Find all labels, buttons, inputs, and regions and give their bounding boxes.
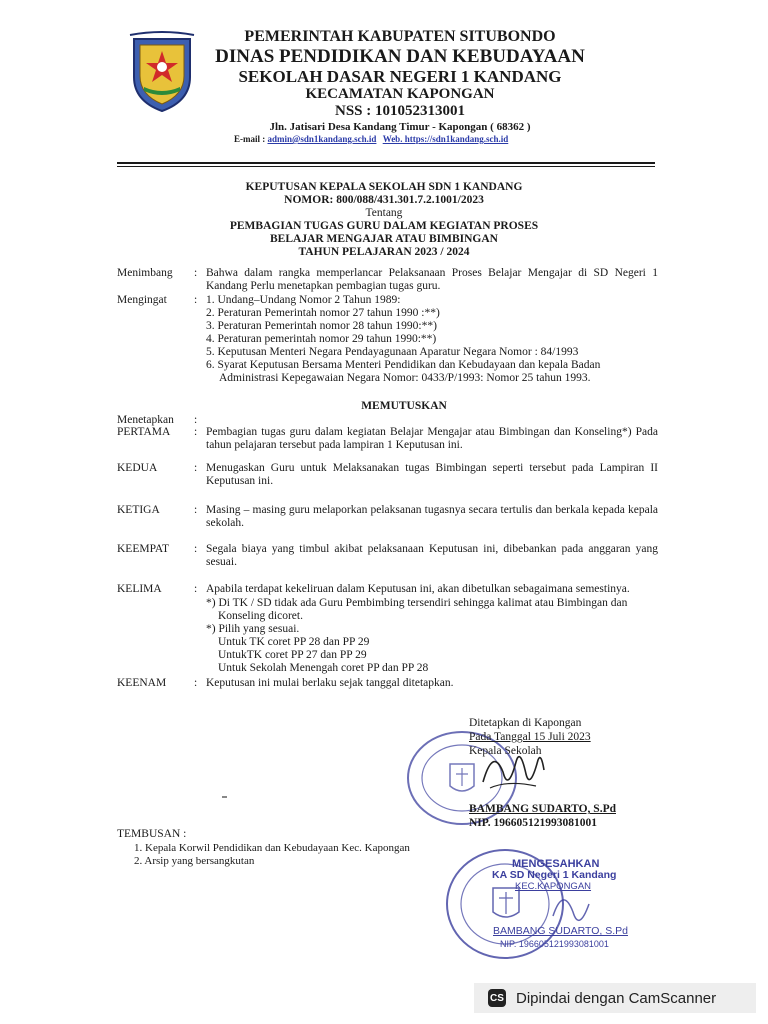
keempat-text: Segala biaya yang timbul akibat pelaksanaan Keputusan ini, dibebankan pada anggaran yang sesuai.	[206, 543, 658, 568]
tembusan-item: 2. Arsip yang bersangkutan	[134, 855, 255, 867]
kelima-line: *) Di TK / SD tidak ada Guru Pembimbing tersendiri sehingga kalimat atau Bimbingan dan	[206, 597, 628, 609]
signature-role: Kepala Sekolah	[469, 745, 542, 757]
memutuskan-heading: MEMUTUSKAN	[361, 400, 447, 412]
mengingat-item: 4. Peraturan pemerintah nomor 29 tahun 1990:**)	[206, 333, 437, 345]
web-link[interactable]: Web. https://sdn1kandang.sch.id	[382, 134, 509, 144]
header-contact	[234, 134, 508, 144]
menimbang-text: Bahwa dalam rangka memperlancar Pelaksanaan Proses Belajar Mengajar di SD Negeri 1 Kandang Perlu menetapkan pembagian tugas guru.	[206, 267, 658, 292]
kelima-line: Apabila terdapat kekeliruan dalam Keputusan ini, akan dibetulkan sebagaimana semestinya.	[206, 583, 630, 595]
camscanner-icon: CS	[488, 989, 506, 1007]
header-school: SEKOLAH DASAR NEGERI 1 KANDANG	[238, 67, 562, 86]
email-link[interactable]: admin@sdn1kandang.sch.id	[267, 134, 377, 144]
kelima-line: *) Pilih yang sesuai.	[206, 623, 300, 635]
header-department: DINAS PENDIDIKAN DAN KEBUDAYAAN	[215, 46, 585, 67]
mengingat-item: 3. Peraturan Pemerintah nomor 28 tahun 1990:**)	[206, 320, 437, 332]
signature-date: Pada Tanggal 15 Juli 2023	[469, 731, 591, 743]
kelima-label: KELIMA	[117, 583, 162, 595]
colon: :	[194, 294, 198, 306]
validation-school: KA SD Negeri 1 Kandang	[492, 869, 617, 881]
camscanner-label: Dipindai dengan CamScanner	[516, 989, 717, 1007]
header-divider-thick	[117, 162, 655, 164]
tembusan-label: TEMBUSAN :	[117, 828, 187, 840]
colon: :	[194, 543, 198, 555]
kelima-line: Konseling dicoret.	[218, 610, 303, 622]
colon: :	[194, 583, 198, 595]
colon: :	[194, 267, 198, 279]
signature-name: BAMBANG SUDARTO, S.Pd	[469, 803, 616, 815]
mengingat-item: 6. Syarat Keputusan Bersama Menteri Pendidikan dan Kebudayaan dan kepala Badan	[206, 359, 601, 371]
keempat-label: KEEMPAT	[117, 543, 169, 555]
decree-number: NOMOR: 800/088/431.301.7.2.1001/2023	[284, 194, 484, 206]
email-label: E-mail :	[234, 134, 266, 144]
keenam-label: KEENAM	[117, 677, 167, 689]
menimbang-label: Menimbang	[117, 267, 173, 279]
kedua-label: KEDUA	[117, 462, 158, 474]
colon: :	[194, 462, 198, 474]
decree-about: Tentang	[365, 207, 403, 219]
tembusan-item: 1. Kepala Korwil Pendidikan dan Kebudayaan Kec. Kapongan	[134, 842, 410, 854]
header-nss: NSS : 101052313001	[334, 103, 465, 119]
camscanner-watermark	[474, 983, 756, 1013]
kelima-line: Untuk Sekolah Menengah coret PP dan PP 28	[218, 662, 429, 674]
colon: :	[194, 677, 198, 689]
menetapkan-label: Menetapkan	[117, 414, 174, 426]
validation-title: MENGESAHKAN	[512, 858, 600, 870]
validation-district: KEC.KAPONGAN	[515, 881, 592, 892]
signature-nip: NIP. 196605121993081001	[469, 817, 597, 829]
signature-place: Ditetapkan di Kapongan	[469, 717, 582, 729]
colon: :	[194, 414, 198, 426]
mengingat-item: 2. Peraturan Pemerintah nomor 27 tahun 1990 :**)	[206, 307, 440, 319]
colon: :	[194, 426, 198, 438]
header-divider-thin	[117, 166, 655, 167]
ketiga-text: Masing – masing guru melaporkan pelaksanan tugasnya secara tertulis dan berkala kepada kepala sekolah.	[206, 504, 658, 529]
decree-year: TAHUN PELAJARAN 2023 / 2024	[298, 246, 470, 258]
pertama-label: PERTAMA	[117, 426, 171, 438]
header-government: PEMERINTAH KABUPATEN SITUBONDO	[244, 28, 556, 45]
header-address: Jln. Jatisari Desa Kandang Timur - Kapongan ( 68362 )	[269, 121, 531, 133]
header-district: KECAMATAN KAPONGAN	[305, 86, 495, 102]
regency-emblem-icon	[128, 31, 196, 113]
decree-subject-2: BELAJAR MENGAJAR ATAU BIMBINGAN	[270, 233, 498, 245]
kedua-text: Menugaskan Guru untuk Melaksanakan tugas Bimbingan seperti tersebut pada Lampiran II Keputusan ini.	[206, 462, 658, 487]
mengingat-label: Mengingat	[117, 294, 167, 306]
kelima-line: Untuk TK coret PP 28 dan PP 29	[218, 636, 370, 648]
colon: :	[194, 504, 198, 516]
mengingat-item: 5. Keputusan Menteri Negara Pendayagunaan Aparatur Negara Nomor : 84/1993	[206, 346, 579, 358]
pertama-text: Pembagian tugas guru dalam kegiatan Belajar Mengajar atau Bimbingan dan Konseling*) Pada tahun pelajaran tersebut pada lampiran 1 Keputusan ini.	[206, 426, 658, 451]
keenam-text: Keputusan ini mulai berlaku sejak tanggal ditetapkan.	[206, 677, 454, 689]
decree-title: KEPUTUSAN KEPALA SEKOLAH SDN 1 KANDANG	[245, 181, 523, 193]
mengingat-item: 1. Undang–Undang Nomor 2 Tahun 1989:	[206, 294, 401, 306]
decree-subject-1: PEMBAGIAN TUGAS GURU DALAM KEGIATAN PROSES	[229, 220, 539, 232]
ink-speck	[222, 796, 227, 798]
validation-name: BAMBANG SUDARTO, S.Pd	[493, 925, 628, 937]
mengingat-item: Administrasi Kepegawaian Negara Nomor: 0433/P/1993: Nomor 25 tahun 1993.	[219, 372, 591, 384]
ketiga-label: KETIGA	[117, 504, 160, 516]
validation-nip: NIP. 196605121993081001	[500, 939, 609, 949]
kelima-line: UntukTK coret PP 27 dan PP 29	[218, 649, 367, 661]
